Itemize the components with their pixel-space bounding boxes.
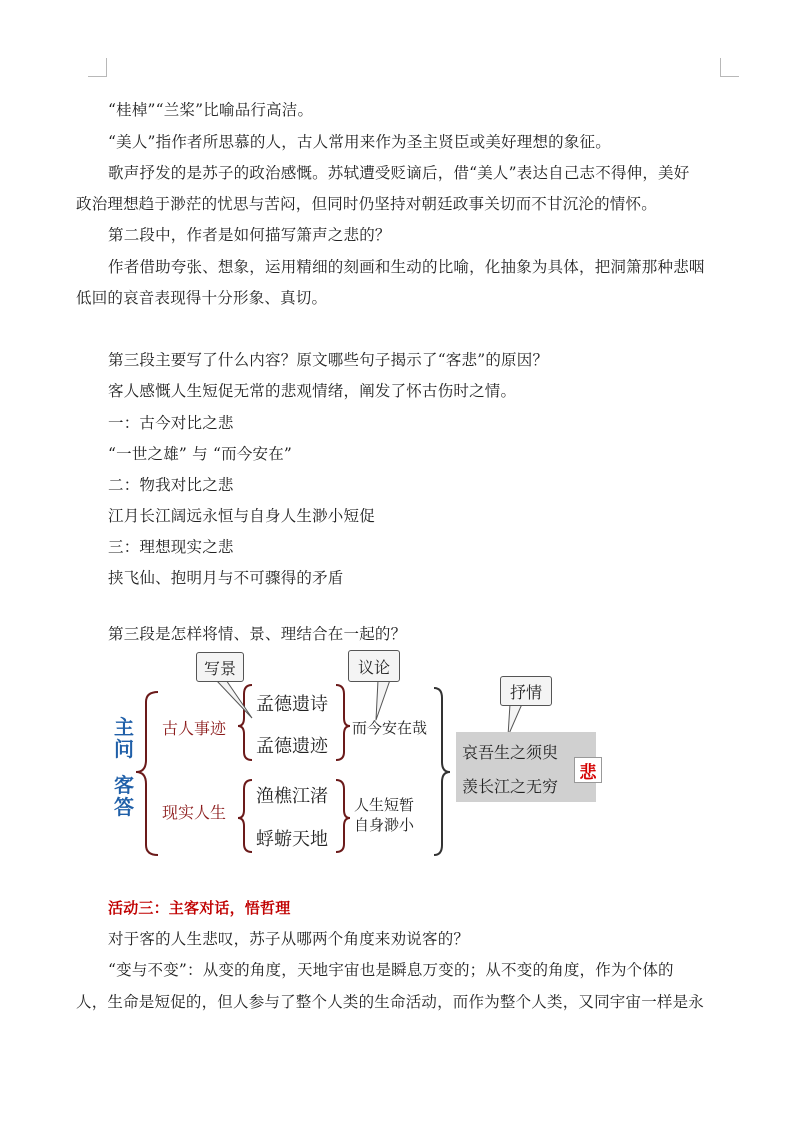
text-line: 人，生命是短促的，但人参与了整个人类的生命活动，而作为整个人类，又同宇宙一样是永 xyxy=(76,993,705,1011)
callout-argument: 议论 xyxy=(348,650,400,682)
main-brace xyxy=(136,692,158,855)
brace-reality-right xyxy=(336,780,350,852)
text-line: 挟飞仙、抱明月与不可骤得的矛盾 xyxy=(108,569,344,587)
label-host-question: 主 问 xyxy=(114,715,134,761)
item-relics: 孟德遗迹 xyxy=(256,736,328,757)
page-corner-mark-left xyxy=(88,58,107,77)
question-line: 第三段主要写了什么内容？原文哪些句子揭示了“客悲”的原因？ xyxy=(108,351,549,369)
text-line: “变与不变”：从变的角度，天地宇宙也是瞬息万变的；从不变的角度，作为个体的 xyxy=(108,961,674,979)
text-line: 江月长江阔远永恒与自身人生渺小短促 xyxy=(108,507,375,525)
text-line: 政治理想趋于渺茫的忧思与苦闷，但同时仍坚持对朝廷政事关切而不甘沉沦的情怀。 xyxy=(76,195,657,213)
item-mayfly: 蜉蝣天地 xyxy=(256,829,328,850)
text-line: “桂棹”“兰桨”比喻品行高洁。 xyxy=(108,101,314,119)
callout-scenery: 写景 xyxy=(196,652,244,682)
structure-diagram xyxy=(100,640,620,870)
item-fisher: 渔樵江渚 xyxy=(256,786,328,807)
question-line: 第二段中，作者是如何描写箫声之悲的？ xyxy=(108,226,391,244)
activity-heading: 活动三：主客对话，悟哲理 xyxy=(108,899,291,917)
text-line: 客人感慨人生短促无常的悲观情绪，阐发了怀古伤时之情。 xyxy=(108,382,517,400)
brace-reality xyxy=(238,780,252,852)
text-line: “一世之雄” 与 “而今安在” xyxy=(108,445,293,463)
category-real-life: 现实人生 xyxy=(162,803,227,822)
result-self-small: 自身渺小 xyxy=(354,816,415,834)
result-life-short: 人生短暂 xyxy=(354,796,415,814)
callout-pointer-2 xyxy=(376,680,390,720)
conclusion-line-2: 羡长江之无穷 xyxy=(462,777,559,796)
page-corner-mark-right xyxy=(720,58,739,77)
item-poem: 孟德遗诗 xyxy=(256,694,328,715)
question-line: 第三段是怎样将情、景、理结合在一起的？ xyxy=(108,625,407,643)
text-line: 作者借助夸张、想象，运用精细的刻画和生动的比喻，化抽象为具体，把洞箫那种悲咽 xyxy=(108,258,705,276)
result-where-now: 而今安在哉 xyxy=(352,719,428,737)
question-line: 对于客的人生悲叹，苏子从哪两个角度来劝说客的？ xyxy=(108,930,470,948)
category-ancient-deeds: 古人事迹 xyxy=(162,719,227,738)
brace-conclusion xyxy=(434,688,450,855)
text-line: 低回的哀音表现得十分形象、真切。 xyxy=(76,289,328,307)
callout-emotion: 抒情 xyxy=(500,676,552,706)
text-line: 三：理想现实之悲 xyxy=(108,538,234,556)
brace-ancient xyxy=(238,685,252,760)
conclusion-line-1: 哀吾生之须臾 xyxy=(462,743,559,762)
text-line: 一：古今对比之悲 xyxy=(108,414,234,432)
label-guest-answer: 客 答 xyxy=(114,773,134,819)
sorrow-badge: 悲 xyxy=(574,757,602,783)
text-line: 歌声抒发的是苏子的政治感慨。苏轼遭受贬谪后，借“美人”表达自己志不得伸，美好 xyxy=(108,164,690,182)
text-line: “美人”指作者所思慕的人，古人常用来作为圣主贤臣或美好理想的象征。 xyxy=(108,133,611,151)
text-line: 二：物我对比之悲 xyxy=(108,476,234,494)
brace-ancient-right xyxy=(336,685,350,760)
